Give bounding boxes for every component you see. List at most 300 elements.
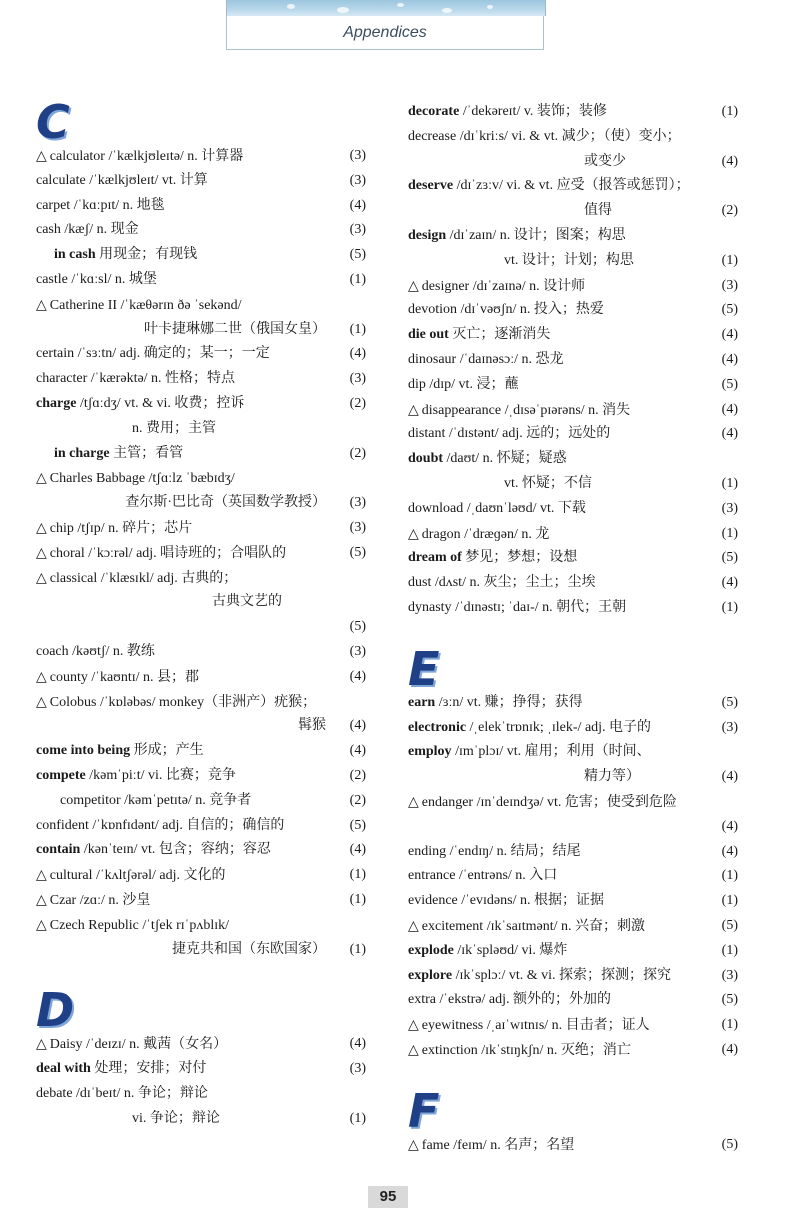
entry-term: choral (49, 545, 85, 561)
entry-definition: /ɜːn/ vt. 赚；挣得；获得 (435, 694, 583, 710)
entry-unit-number: (1) (721, 252, 738, 268)
entry-unit-number: (4) (721, 1041, 738, 1057)
entry-unit-number: (5) (349, 247, 366, 263)
entry-definition: /ˈkæθərɪn ðə ˈsekənd/ (117, 297, 242, 313)
glossary-entry (36, 838, 366, 863)
glossary-entry (36, 466, 366, 491)
entry-unit-number: (4) (349, 743, 366, 759)
glossary-entry (36, 764, 366, 789)
entry-term: download (408, 500, 464, 516)
glossary-entry (36, 590, 366, 615)
entry-term: coach (36, 643, 69, 659)
new-word-triangle-icon: △ (36, 148, 47, 164)
glossary-entry (408, 348, 738, 373)
entry-term: disappearance (421, 402, 502, 418)
glossary-entry (408, 546, 738, 571)
entry-term: cash (36, 222, 61, 238)
new-word-triangle-icon: △ (408, 793, 419, 810)
new-word-triangle-icon: △ (36, 693, 47, 710)
entry-unit-number: (1) (349, 271, 366, 287)
glossary-entry (408, 323, 738, 348)
entry-definition: /feɪm/ n. 名声；名望 (449, 1137, 575, 1153)
glossary-entry (36, 615, 366, 640)
entry-unit-number: (5) (721, 917, 738, 933)
new-word-triangle-icon: △ (408, 1017, 419, 1034)
entry-term: chip (49, 520, 74, 536)
glossary-entry (36, 938, 366, 963)
entry-definition: /ˈkaʊntɪ/ n. 县；郡 (87, 669, 200, 685)
glossary-entry (408, 571, 738, 596)
left-column (36, 95, 366, 1131)
glossary-entry (36, 516, 366, 541)
entry-term: Daisy (49, 1037, 83, 1053)
entry-term: evidence (408, 893, 458, 909)
entry-term: dream of (408, 550, 462, 566)
glossary-entry (36, 442, 366, 467)
entry-definition: /ˈdɪnəstɪ; ˈdaɪ-/ n. 朝代；王朝 (451, 599, 627, 615)
entry-definition: 灭亡；逐渐消失 (448, 327, 551, 343)
new-word-triangle-icon: △ (36, 544, 47, 561)
entry-definition: /ˈkɒləbəs/ monkey（非洲产）疣猴； (96, 694, 317, 710)
entry-definition: 梦见；梦想；设想 (461, 550, 578, 566)
entry-unit-number: (1) (721, 104, 738, 119)
entry-unit-number: (1) (349, 941, 366, 957)
section-letter-e: E (408, 641, 438, 696)
entry-definition: /dɪp/ vt. 浸；蘸 (425, 376, 519, 392)
entry-unit-number: (4) (721, 327, 738, 343)
entry-unit-number: (2) (349, 767, 366, 783)
entry-definition: /daʊt/ n. 怀疑；疑惑 (443, 451, 567, 467)
entry-unit-number: (5) (721, 550, 738, 566)
entry-unit-number: (3) (349, 643, 366, 659)
glossary-entry (36, 888, 366, 913)
entry-definition: /kənˈteɪn/ vt. 包含；容纳；容忍 (80, 842, 271, 858)
entry-unit-number: (1) (721, 599, 738, 615)
entry-unit-number: (2) (349, 395, 366, 411)
entry-definition: /ˈkælkjʊleɪt/ vt. 计算 (85, 172, 208, 188)
entry-term: dynasty (408, 599, 452, 615)
entry-unit-number: (3) (349, 172, 366, 188)
glossary-entry (36, 367, 366, 392)
entry-definition: 形成；产生 (130, 743, 204, 759)
entry-term: explode (408, 942, 454, 958)
entry-definition: /zɑː/ n. 沙皇 (76, 892, 151, 908)
entry-unit-number: (3) (349, 1061, 366, 1077)
entry-term: certain (36, 346, 75, 362)
glossary-entry (36, 318, 366, 343)
entry-term: Czar (49, 892, 77, 908)
entry-unit-number: (4) (349, 718, 366, 734)
glossary-entry (408, 100, 738, 125)
entry-continuation: vt. 怀疑；不信 (504, 475, 592, 491)
entry-definition: /ˈklæsɪkl/ adj. 古典的； (97, 570, 238, 586)
entry-term: excitement (421, 918, 484, 934)
glossary-entry (408, 422, 738, 447)
glossary-entry (408, 691, 738, 716)
glossary-entry (36, 814, 366, 839)
entry-definition: /ˈdekəreɪt/ v. 装饰；装修 (459, 104, 607, 119)
entry-unit-number: (4) (721, 769, 738, 785)
glossary-entry (408, 1038, 738, 1063)
entry-definition: /ˌdɪsəˈpɪərəns/ n. 消失 (501, 402, 631, 418)
entry-term: castle (36, 271, 68, 287)
new-word-triangle-icon: △ (408, 1136, 419, 1153)
entry-term: competitor (60, 792, 121, 808)
entry-unit-number: (5) (349, 619, 366, 635)
entry-definition: /ˈekstrə/ adj. 额外的；外加的 (435, 992, 611, 1008)
entry-unit-number: (4) (721, 401, 738, 417)
glossary-entry (36, 342, 366, 367)
entry-term: dust (408, 575, 432, 591)
entry-term: extinction (421, 1042, 478, 1058)
glossary-entry (408, 840, 738, 865)
entry-unit-number: (4) (349, 842, 366, 858)
entry-definition: /dɪˈzaɪnə/ n. 设计师 (469, 278, 586, 294)
entry-continuation: 值得 (584, 203, 612, 219)
glossary-entry (36, 1057, 366, 1082)
entry-definition: /ˈkɑːpɪt/ n. 地毯 (70, 197, 165, 213)
section-letter-f: F (408, 1083, 438, 1138)
entry-list-d (36, 1032, 366, 1131)
entry-term: calculator (49, 149, 105, 164)
glossary-entry (36, 243, 366, 268)
entry-continuation: 古典文艺的 (212, 594, 282, 610)
entry-unit-number: (3) (721, 719, 738, 735)
entry-unit-number: (3) (349, 371, 366, 387)
glossary-entry (36, 293, 366, 318)
entry-term: in cash (54, 247, 96, 263)
entry-definition: /tʃɑːdʒ/ vt. & vi. 收费；控诉 (76, 395, 245, 411)
entry-term: doubt (408, 451, 444, 467)
entry-unit-number: (1) (721, 868, 738, 884)
entry-term: in charge (54, 445, 110, 461)
glossary-entry (36, 640, 366, 665)
entry-definition: /kæʃ/ n. 现金 (60, 222, 139, 238)
glossary-entry (36, 789, 366, 814)
entry-unit-number: (1) (349, 891, 366, 907)
new-word-triangle-icon: △ (36, 519, 47, 536)
entry-definition: /ɪkˈsaɪtmənt/ n. 兴奋；刺激 (483, 918, 645, 934)
glossary-entry (408, 815, 738, 840)
entry-term: devotion (408, 302, 457, 318)
new-word-triangle-icon: △ (408, 917, 419, 934)
new-word-triangle-icon: △ (36, 867, 47, 884)
entry-term: deal with (36, 1061, 91, 1077)
section-letter-c: C (36, 95, 68, 149)
glossary-entry (408, 274, 738, 299)
entry-continuation: vt. 设计；计划；构思 (504, 252, 634, 268)
entry-definition: /ˈkɑːsl/ n. 城堡 (67, 271, 157, 287)
entry-definition: /kəmˈpetɪtə/ n. 竞争者 (120, 792, 252, 808)
entry-definition: /ɪnˈdeɪndʒə/ vt. 危害；使受到危险 (473, 794, 677, 810)
entry-term: extra (408, 992, 436, 1008)
glossary-entry (408, 765, 738, 790)
entry-term: distant (408, 426, 446, 442)
glossary-entry (408, 864, 738, 889)
header-banner (226, 0, 546, 16)
glossary-entry (408, 373, 738, 398)
entry-unit-number: (5) (721, 302, 738, 318)
glossary-entry (408, 522, 738, 547)
glossary-entry (408, 447, 738, 472)
entry-term: designer (421, 278, 470, 294)
glossary-entry (408, 988, 738, 1013)
new-word-triangle-icon: △ (36, 470, 47, 487)
entry-unit-number: (1) (721, 893, 738, 909)
entry-list-d-continued (408, 100, 738, 621)
entry-definition: /dʌst/ n. 灰尘；尘土；尘埃 (431, 575, 596, 591)
entry-definition: /tʃɪp/ n. 碎片；芯片 (73, 520, 193, 536)
entry-term: employ (408, 744, 452, 760)
entry-definition: /ˈevɪdəns/ n. 根据；证据 (457, 893, 604, 909)
glossary-entry (408, 298, 738, 323)
glossary-entry (408, 889, 738, 914)
glossary-entry (36, 268, 366, 293)
entry-definition: /ˈentrəns/ n. 入口 (455, 868, 558, 884)
entry-unit-number: (2) (349, 792, 366, 808)
glossary-entry (36, 714, 366, 739)
glossary-entry (36, 1032, 366, 1057)
entry-term: endanger (421, 794, 474, 810)
entry-definition: /ˈkɒnfɪdənt/ adj. 自信的；确信的 (88, 817, 285, 833)
entry-term: decorate (408, 104, 460, 119)
entry-unit-number: (5) (721, 1136, 738, 1152)
glossary-entry (408, 497, 738, 522)
entry-unit-number: (5) (721, 694, 738, 710)
new-word-triangle-icon: △ (408, 1041, 419, 1058)
glossary-entry (408, 125, 738, 150)
entry-unit-number: (5) (721, 992, 738, 1008)
entry-definition: /tʃɑːlz ˈbæbɪdʒ/ (145, 471, 235, 487)
entry-term: Czech Republic (49, 917, 139, 933)
entry-definition: /ɪkˈspləʊd/ vi. 爆炸 (453, 942, 568, 958)
glossary-entry (36, 739, 366, 764)
glossary-entry (408, 150, 738, 175)
entry-term: deserve (408, 178, 454, 194)
entry-term: character (36, 371, 88, 387)
entry-definition: /ˈdaɪnəsɔː/ n. 恐龙 (456, 351, 564, 367)
glossary-entry (408, 174, 738, 199)
entry-definition: /ˈendɪŋ/ n. 结局；结尾 (446, 843, 581, 859)
section-letter-d: D (36, 983, 73, 1038)
entry-term: die out (408, 327, 449, 343)
entry-definition: /ɪkˈsplɔː/ vt. & vi. 探索；探测；探究 (452, 967, 672, 983)
entry-unit-number: (3) (349, 222, 366, 238)
entry-unit-number: (5) (349, 544, 366, 560)
entry-unit-number: (4) (349, 1036, 366, 1052)
entry-definition: /ˈkærəktə/ n. 性格；特点 (87, 371, 236, 387)
entry-term: design (408, 227, 447, 243)
entry-unit-number: (1) (721, 1017, 738, 1033)
new-word-triangle-icon: △ (408, 401, 419, 418)
glossary-entry (36, 1082, 366, 1107)
glossary-entry (36, 491, 366, 516)
entry-unit-number: (4) (349, 668, 366, 684)
glossary-entry (408, 790, 738, 815)
entry-term: confident (36, 817, 89, 833)
entry-list-e (408, 691, 738, 1063)
entry-term: dinosaur (408, 351, 457, 367)
entry-definition: /ˈsɜːtn/ adj. 确定的；某一；一定 (74, 346, 270, 362)
entry-term: county (49, 669, 88, 685)
entry-definition: 主管；看管 (109, 445, 184, 461)
glossary-entry (408, 224, 738, 249)
entry-unit-number: (3) (721, 500, 738, 516)
entry-term: cultural (49, 868, 93, 884)
entry-term: earn (408, 694, 436, 710)
glossary-entry (36, 1107, 366, 1132)
entry-unit-number: (4) (349, 197, 366, 213)
entry-definition: /ɪkˈstɪŋkʃn/ n. 灭绝；消亡 (477, 1042, 631, 1058)
glossary-entry (408, 1133, 738, 1158)
glossary-entry (36, 194, 366, 219)
new-word-triangle-icon: △ (408, 277, 419, 294)
entry-unit-number: (1) (349, 321, 366, 337)
page-number: 95 (368, 1186, 408, 1208)
entry-definition: 用现金；有现钱 (95, 247, 198, 263)
entry-definition: /ˈkʌltʃərəl/ adj. 文化的 (92, 868, 226, 884)
entry-term: decrease (408, 128, 457, 144)
entry-definition: /ˈtʃek rɪˈpʌblɪk/ (138, 917, 230, 933)
entry-term: Charles Babbage (49, 471, 146, 487)
glossary-entry (408, 716, 738, 741)
entry-definition: /kəmˈpiːt/ vi. 比赛；竞争 (85, 767, 236, 783)
section-title: Appendices (226, 16, 544, 50)
entry-unit-number: (5) (349, 817, 366, 833)
glossary-entry (36, 690, 366, 715)
new-word-triangle-icon: △ (36, 569, 47, 586)
entry-continuation: 叶卡捷琳娜二世（俄国女皇） (144, 321, 326, 337)
glossary-entry (408, 914, 738, 939)
entry-definition: /ɪmˈplɔɪ/ vt. 雇用；利用（时间、 (451, 744, 651, 760)
entry-term: fame (421, 1137, 450, 1153)
entry-unit-number: (1) (721, 475, 738, 491)
entry-definition: /ˈkɔːrəl/ adj. 唱诗班的；合唱队的 (84, 545, 287, 561)
entry-continuation: 捷克共和国（东欧国家） (172, 941, 326, 957)
entry-continuation: 精力等） (584, 769, 640, 785)
glossary-entry (36, 863, 366, 888)
entry-term: explore (408, 967, 453, 983)
glossary-entry (36, 566, 366, 591)
entry-term: compete (36, 767, 86, 783)
new-word-triangle-icon: △ (36, 296, 47, 313)
entry-definition: 处理；安排；对付 (90, 1061, 207, 1077)
glossary-entry (36, 417, 366, 442)
entry-continuation: 查尔斯·巴比奇（英国数学教授） (125, 495, 326, 511)
entry-term: contain (36, 842, 81, 858)
glossary-entry (408, 398, 738, 423)
glossary-entry (36, 144, 366, 169)
entry-definition: /ˌelekˈtrɒnɪk; ˌɪlek-/ adj. 电子的 (466, 719, 652, 735)
glossary-entry (408, 249, 738, 274)
new-word-triangle-icon: △ (408, 525, 419, 542)
entry-unit-number: (4) (721, 426, 738, 442)
entry-list-f (408, 1133, 738, 1158)
entry-definition: /dɪˈzɜːv/ vi. & vt. 应受（报答或惩罚）； (453, 178, 690, 194)
entry-term: come into being (36, 743, 131, 759)
entry-term: Catherine II (49, 297, 118, 313)
entry-term: charge (36, 395, 77, 411)
glossary-entry (36, 392, 366, 417)
entry-unit-number: (4) (721, 575, 738, 591)
entry-unit-number: (4) (721, 153, 738, 169)
glossary-entry (408, 596, 738, 621)
entry-continuation: vi. 争论；辩论 (132, 1110, 220, 1126)
entry-definition: /ˌaɪˈwɪtnɪs/ n. 目击者；证人 (483, 1018, 650, 1034)
entry-unit-number: (1) (721, 525, 738, 541)
entry-unit-number: (4) (721, 843, 738, 859)
entry-unit-number: (4) (721, 818, 738, 834)
entry-continuation: 髯猴 (298, 718, 326, 734)
entry-continuation: 或变少 (584, 153, 626, 169)
entry-term: Colobus (49, 694, 97, 710)
entry-term: dragon (421, 526, 461, 542)
entry-definition: /dɪˈkriːs/ vi. & vt. 减少；（使）变小； (456, 128, 681, 144)
entry-definition: /ˈdɪstənt/ adj. 远的；远处的 (445, 426, 611, 442)
glossary-entry (408, 964, 738, 989)
new-word-triangle-icon: △ (36, 1036, 47, 1053)
entry-term: calculate (36, 172, 86, 188)
entry-unit-number: (1) (721, 942, 738, 958)
entry-unit-number: (3) (349, 519, 366, 535)
entry-definition: /dɪˈbeɪt/ n. 争论；辩论 (72, 1085, 208, 1101)
entry-unit-number: (5) (721, 376, 738, 392)
glossary-entry (408, 472, 738, 497)
entry-unit-number: (4) (349, 346, 366, 362)
entry-unit-number: (3) (721, 967, 738, 983)
entry-definition: /ˈkælkjʊleɪtə/ n. 计算器 (104, 149, 244, 164)
entry-unit-number: (2) (721, 203, 738, 219)
entry-definition: /ˈdeɪzɪ/ n. 戴茜（女名） (82, 1037, 228, 1053)
entry-term: classical (49, 570, 98, 586)
glossary-entry (36, 169, 366, 194)
entry-continuation: n. 费用；主管 (132, 420, 216, 436)
glossary-entry (36, 541, 366, 566)
entry-unit-number: (1) (349, 867, 366, 883)
glossary-entry (408, 199, 738, 224)
glossary-entry (408, 939, 738, 964)
glossary-entry (36, 913, 366, 938)
entry-term: dip (408, 376, 426, 392)
new-word-triangle-icon: △ (36, 668, 47, 685)
entry-definition: /ˌdaʊnˈləʊd/ vt. 下载 (463, 500, 586, 516)
entry-unit-number: (3) (349, 148, 366, 163)
entry-term: eyewitness (421, 1018, 484, 1034)
entry-unit-number: (2) (349, 445, 366, 461)
entry-unit-number: (1) (349, 1110, 366, 1126)
entry-term: entrance (408, 868, 456, 884)
right-column (408, 100, 738, 1157)
entry-definition: /dɪˈvəʊʃn/ n. 投入；热爱 (457, 302, 604, 318)
entry-definition: /ˈdræɡən/ n. 龙 (460, 526, 550, 542)
entry-definition: /kəʊtʃ/ n. 教练 (68, 643, 155, 659)
entry-term: electronic (408, 719, 467, 735)
entry-term: carpet (36, 197, 71, 213)
entry-term: ending (408, 843, 447, 859)
entry-definition: /dɪˈzaɪn/ n. 设计；图案；构思 (446, 227, 626, 243)
entry-list-c (36, 144, 366, 962)
glossary-entry (36, 665, 366, 690)
glossary-entry (408, 1013, 738, 1038)
new-word-triangle-icon: △ (36, 916, 47, 933)
glossary-entry (408, 740, 738, 765)
glossary-entry (36, 218, 366, 243)
entry-unit-number: (4) (721, 351, 738, 367)
entry-term: debate (36, 1085, 73, 1101)
new-word-triangle-icon: △ (36, 891, 47, 908)
entry-unit-number: (3) (721, 277, 738, 293)
entry-unit-number: (3) (349, 495, 366, 511)
